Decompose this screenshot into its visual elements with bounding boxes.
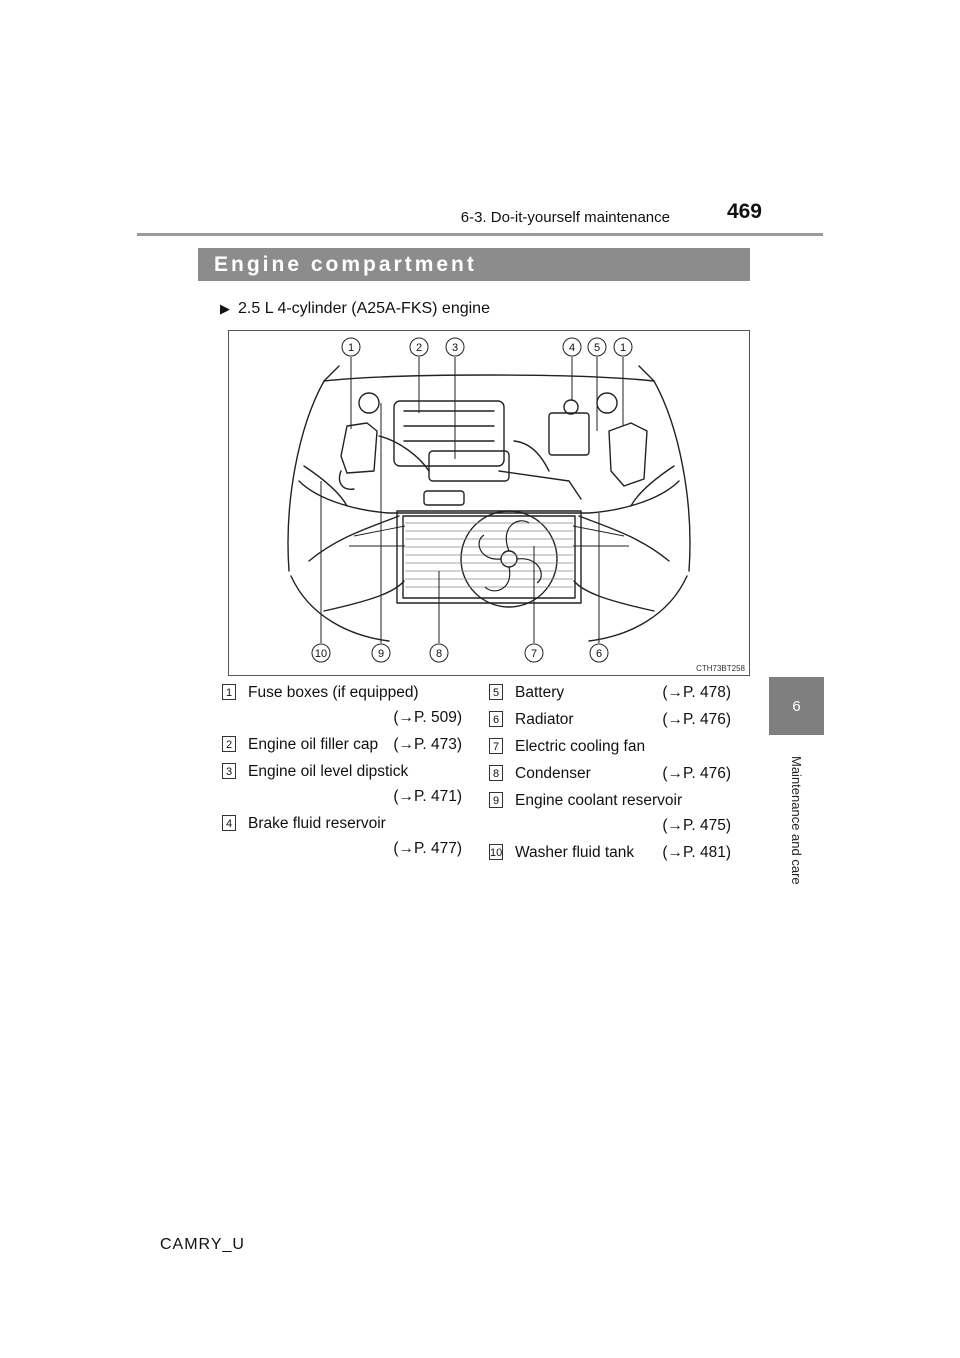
callout-top-6: 1	[619, 342, 627, 354]
legend-number: 4	[222, 815, 236, 831]
legend-label: Electric cooling fan	[515, 738, 646, 755]
chapter-tab[interactable]: 6	[769, 677, 824, 735]
engine-compartment-figure	[228, 330, 750, 676]
callout-top-1: 1	[347, 342, 355, 354]
page-reference[interactable]: (→P. 477)	[393, 840, 462, 857]
callout-top-2: 2	[415, 342, 423, 354]
callout-top-5: 5	[593, 342, 601, 354]
page-reference[interactable]: (→P. 475)	[662, 817, 731, 834]
legend-number: 9	[489, 792, 503, 808]
callout-bottom-9: 9	[377, 648, 385, 660]
legend-number: 3	[222, 763, 236, 779]
legend-number: 1	[222, 684, 236, 700]
callout-bottom-6: 6	[595, 648, 603, 660]
legend-label: Condenser	[515, 765, 591, 782]
triangle-bullet-icon: ▶	[220, 301, 230, 316]
page-reference[interactable]: (→P. 473)	[393, 736, 462, 753]
page-reference[interactable]: (→P. 478)	[662, 684, 731, 701]
legend-label: Radiator	[515, 711, 574, 728]
legend-label: Fuse boxes (if equipped)	[248, 684, 419, 701]
legend-label: Battery	[515, 684, 565, 701]
legend-number: 10	[489, 844, 503, 860]
engine-illustration	[229, 331, 749, 675]
page-reference[interactable]: (→P. 471)	[393, 788, 462, 805]
legend-number: 8	[489, 765, 503, 781]
page-reference[interactable]: (→P. 476)	[662, 711, 731, 728]
legend-label: Engine coolant reservoir	[515, 792, 683, 809]
legend-label: Washer fluid tank	[515, 844, 635, 861]
page-reference[interactable]: (→P. 509)	[393, 709, 462, 726]
legend-number: 6	[489, 711, 503, 727]
callout-top-4: 4	[568, 342, 576, 354]
callout-bottom-8: 8	[435, 648, 443, 660]
legend-number: 5	[489, 684, 503, 700]
legend-left-column	[222, 683, 462, 863]
model-code-footer: CAMRY_U	[160, 1236, 245, 1253]
callout-bottom-10: 10	[314, 648, 328, 660]
header-divider	[137, 233, 823, 236]
legend-label: Brake fluid reservoir	[248, 815, 386, 832]
legend-number: 2	[222, 736, 236, 752]
legend-label: Engine oil filler cap	[248, 736, 379, 753]
page-reference[interactable]: (→P. 476)	[662, 765, 731, 782]
callout-bottom-7: 7	[530, 648, 538, 660]
running-header-section: 6-3. Do-it-yourself maintenance	[460, 209, 670, 226]
page-reference[interactable]: (→P. 481)	[662, 844, 731, 861]
callout-top-3: 3	[451, 342, 459, 354]
engine-variant-heading: ▶ 2.5 L 4-cylinder (A25A-FKS) engine	[220, 300, 490, 317]
legend-label: Engine oil level dipstick	[248, 763, 409, 780]
legend-number: 7	[489, 738, 503, 754]
page-number: 469	[726, 200, 762, 223]
chapter-tab-label: Maintenance and care	[789, 755, 804, 885]
legend-right-column	[489, 683, 731, 863]
figure-code: CTH73BT258	[696, 664, 745, 673]
section-title: Engine compartment	[198, 248, 750, 281]
